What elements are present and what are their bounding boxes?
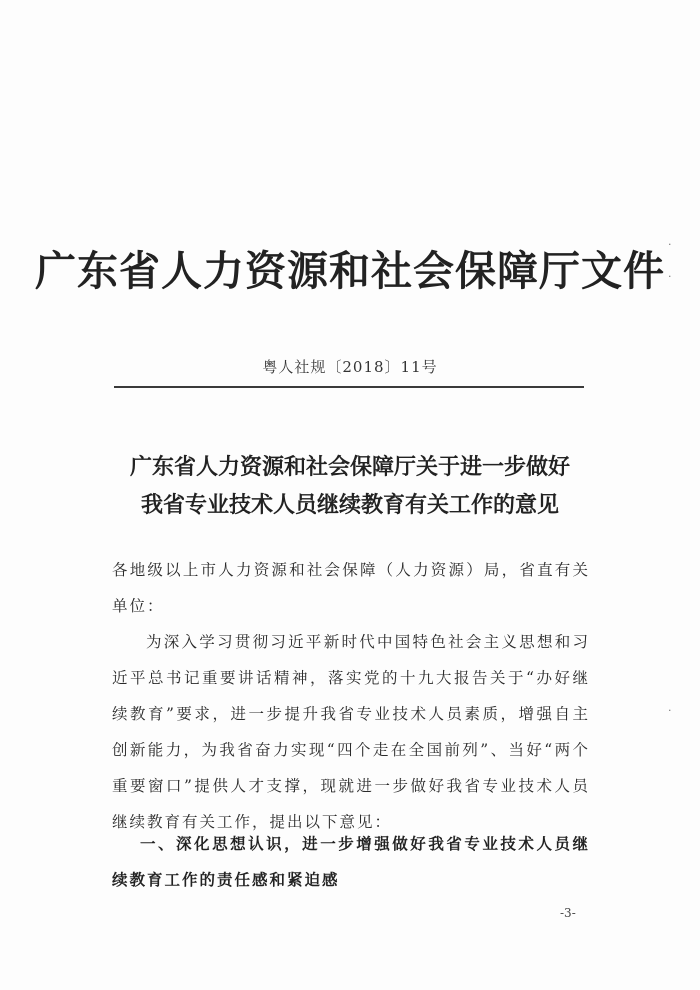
addressee: 各地级以上市人力资源和社会保障（人力资源）局，省直有关单位： [112, 561, 590, 615]
scan-mark: · [668, 270, 672, 283]
document-number: 粤人社规〔2018〕11号 [262, 358, 438, 376]
section-heading-1: 一、深化思想认识，进一步增强做好我省专业技术人员继续教育工作的责任感和紧迫感 [112, 834, 590, 889]
subject-line-2: 我省专业技术人员继续教育有关工作的意见 [140, 492, 559, 518]
title-divider [114, 386, 584, 388]
document-subject [80, 448, 620, 524]
scan-mark: · [668, 238, 672, 251]
page-number: -3- [560, 906, 576, 920]
subject-line-1: 广东省人力资源和社会保障厅关于进一步做好 [129, 454, 570, 480]
document-title: 广东省人力资源和社会保障厅文件 [35, 247, 665, 295]
scan-mark: · [668, 704, 672, 717]
paragraph-1: 为深入学习贯彻习近平新时代中国特色社会主义思想和习近平总书记重要讲话精神，落实党的十九大报告关于“办好继续教育”要求，进一步提升我省专业技术人员素质，增强自主创新能力，为我省奋力实现“四个走在全国前列”、当好“两个重要窗口”提供人才支撑，现就进一步做好我省专业技术人员继续教育有关工作，提出以下意见： [112, 633, 590, 831]
